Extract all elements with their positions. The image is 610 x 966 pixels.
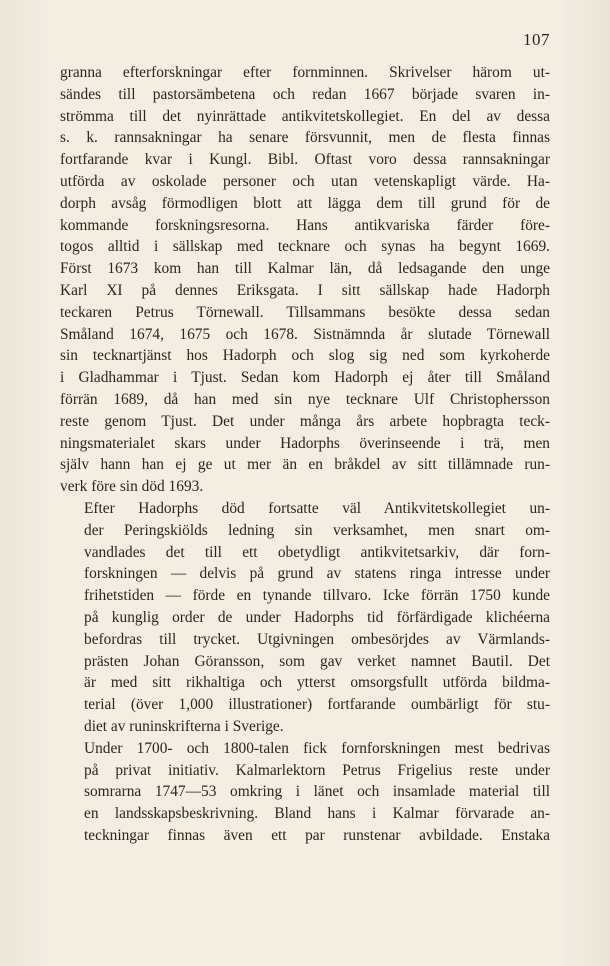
text-line: verk före sin död 1693.: [60, 478, 204, 496]
text-line: Småland 1674, 1675 och 1678. Sistnämnda år slutade Törnewall: [60, 325, 550, 343]
paragraph: [60, 738, 550, 847]
text-line: utförda av oskolade personer och utan vetenskapligt värde. Ha-: [60, 172, 550, 190]
body-text: [60, 62, 550, 847]
text-line: vandlades det till ett obetydligt antikvitetsarkiv, där forn-: [84, 543, 550, 561]
text-line: teckaren Petrus Törnewall. Tillsammans besökte dessa sedan: [60, 303, 550, 321]
text-line: reste genom Tjust. Det under många års arbete hopbragta teck-: [60, 412, 550, 430]
text-line: Karl XI på dennes Eriksgata. I sitt sällskap hade Hadorph: [60, 281, 550, 299]
text-line: teckningar finnas även ett par runstenar avbildade. Enstaka: [84, 826, 550, 844]
text-line: frihetstiden — förde en tynande tillvaro. Icke förrän 1750 kunde: [84, 587, 550, 605]
text-line: kommande forskningsresorna. Hans antikvariska färder före-: [60, 216, 550, 234]
text-line: sändes till pastorsämbetena och redan 1667 började svaren in-: [60, 85, 550, 103]
text-line: dorph avsåg förmodligen blott att lägga dem till grund för de: [60, 194, 550, 212]
text-line: strömma till det nyinrättade antikvitetskollegiet. En del av dessa: [60, 107, 550, 125]
text-line: är med sitt rikhaltiga och ytterst omsorgsfullt utförda bildma-: [84, 674, 550, 692]
paragraph: [60, 62, 550, 498]
text-line: befordras till trycket. Utgivningen ombesörjdes av Värmlands-: [84, 630, 550, 648]
text-line: fortfarande kvar i Kungl. Bibl. Oftast voro dessa rannsakningar: [60, 151, 550, 169]
text-line: forskningen — delvis på grund av statens ringa intresse under: [84, 565, 550, 583]
text-line: s. k. rannsakningar ha senare försvunnit, men de flesta finnas: [60, 129, 550, 147]
paragraph: [60, 498, 550, 738]
text-line: der Peringskiölds ledning sin verksamhet, men snart om-: [84, 521, 550, 539]
text-line: togos alltid i sällskap med tecknare och synas ha begynt 1669.: [60, 238, 550, 256]
text-line: Under 1700- och 1800-talen fick fornforskningen mest bedrivas: [84, 739, 550, 757]
text-line: granna efterforskningar efter fornminnen. Skrivelser härom ut-: [60, 64, 550, 81]
text-line: själv hann han ej ge ut mer än en bråkdel av sitt tillämnade run-: [60, 456, 550, 474]
text-line: somrarna 1747—53 omkring i länet och insamlade material till: [84, 783, 550, 801]
text-line: diet av runinskrifterna i Sverige.: [84, 717, 284, 735]
page-number: 107: [523, 30, 550, 49]
text-line: ningsmaterialet skars under Hadorphs överinseende i trä, men: [60, 434, 550, 452]
text-line: på privat initiativ. Kalmarlektorn Petrus Frigelius reste under: [84, 761, 550, 779]
text-line: förrän 1689, då han med sin nye tecknare Ulf Christophersson: [60, 390, 550, 408]
text-line: Först 1673 kom han till Kalmar län, då ledsagande den unge: [60, 260, 550, 278]
text-line: sin tecknartjänst hos Hadorph och slog sig ned som kyrkoherde: [60, 347, 550, 365]
text-line: Efter Hadorphs död fortsatte väl Antikvitetskollegiet un-: [84, 499, 550, 517]
text-line: prästen Johan Göransson, som gav verket namnet Bautil. Det: [84, 652, 550, 670]
text-line: i Gladhammar i Tjust. Sedan kom Hadorph ej åter till Småland: [60, 369, 550, 387]
text-line: på kunglig order de under Hadorphs tid förfärdigade klichéerna: [84, 608, 550, 626]
text-line: terial (över 1,000 illustrationer) fortfarande oumbärligt för stu-: [84, 696, 550, 714]
text-line: en landsskapsbeskrivning. Bland hans i Kalmar förvarade an-: [84, 805, 550, 823]
